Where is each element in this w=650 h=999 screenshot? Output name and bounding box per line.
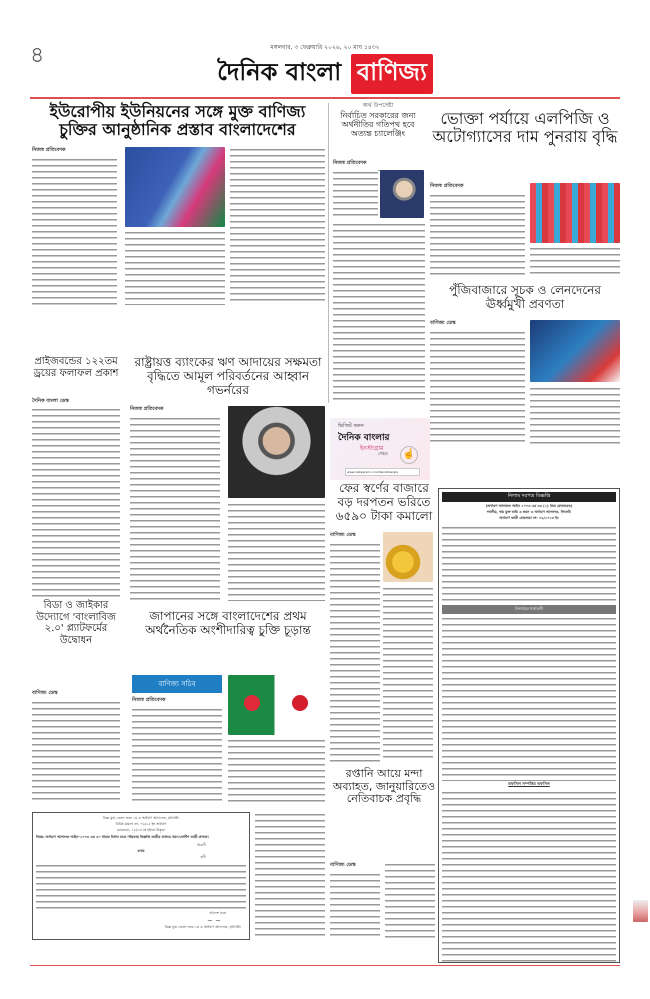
auction-conditions-body [442,616,616,781]
auction-sub1: (অর্থঋণ আদালত আইন ২০০৩ এর ৩৩ (১) ধারা মোতাবেক) [485,504,573,508]
court-sign-label: আদেশ মতে [209,911,226,915]
ad-line3: ইনস্টাগ্রাম [360,445,384,452]
headline-japan: জাপানের সঙ্গে বাংলাদেশের প্রথম অর্থনৈতিক অংশীদারিত্ব চুক্তি চূড়ান্ত [145,609,311,637]
auction-schedule-body [442,790,616,963]
headline-gold: ফের স্বর্ণের বাজারে বড় দরপতন ভরিতে ৬৫৯০ টাকা কমালো [335,481,433,523]
auction-conditions-title: নিলামের শর্তাবলী [442,605,616,614]
top-rule [30,97,620,99]
instagram-ad[interactable] [330,418,430,480]
headline-export: রপ্তানি আয়ে মন্দা অব্যাহত, জানুয়ারিতেও নেতিবাচক প্রবৃদ্ধি [332,767,436,806]
page-number: ৪ [30,43,45,68]
kicker-adviser: অর্থ উপদেষ্টা [362,102,394,109]
auction-sub2: দখলীয়, দায় মুক্ত জমি ও ভবন ও অর্থঋণ আদালত, সিলেট। [486,510,572,514]
article-body-eu-fta [32,157,117,305]
auction-sub3: অর্থঋণ জারী মোকদ্দমা নং- ০৯/২০২৩ ইং [499,516,559,520]
article-body-bank-2 [228,502,325,601]
article-body-adviser [333,170,378,220]
court-plaintiff: বিবাদী [197,843,206,847]
court-line2: বিবিধ মামলা নং- ০৬/২৫ ইং অর্থঋণ [115,822,167,826]
article-body-export-2 [385,862,435,940]
tap-hand-icon: ☝ [400,446,418,464]
adviser-photo [380,170,424,218]
tag-commerce-secretary: বাণিজ্য সচিব [132,675,222,693]
dateline: মঙ্গলবার, ৩ ফেব্রুয়ারি ২০২৬, ২০ মাঘ ১৪৩২ [270,44,380,51]
masthead [0,54,650,94]
headline-bank: রাষ্ট্রায়ত্ত ব্যাংকের ঋণ আদায়ের সক্ষমতা বৃদ্ধিতে আমূল পরিবর্তনের আহ্বান গভর্নরের [134,355,322,397]
court-versus: বনাম [137,849,145,853]
article-body-stock [430,330,525,445]
article-body-gold [330,542,380,762]
governor-photo [228,406,325,498]
article-body-bida [32,700,120,800]
article-body-bank [130,416,220,601]
byline-prizebond: দৈনিক বাংলা ডেস্ক [32,398,120,409]
auction-notice [438,488,620,963]
side-thumbnail [633,900,648,922]
article-body-stock-2 [530,386,620,445]
byline-japan: নিজস্ব প্রতিবেদক [132,697,222,708]
court-sign-office: বিজ্ঞ যুগ্ম জেলা জজ ১ম ও অর্থঋণ আদালত, হবিগঞ্জ। [164,925,241,929]
article-body-japan-3 [255,812,325,940]
article-body-prizebond [32,407,120,597]
article-body-japan [132,707,222,802]
bottom-rule [30,965,620,966]
article-body-lpg [430,193,525,275]
court-defendant: বাদী [200,855,206,859]
headline-lpg: ভোক্তা পর্যায়ে এলপিজি ও অটোগ্যাসের দাম পুনরায় বৃদ্ধি [432,109,618,147]
byline-bida: বাণিজ্য ডেস্ক [32,690,120,701]
byline-eu-fta: নিজস্ব প্রতিবেদক [32,147,117,158]
eu-bangladesh-flags-image [125,147,225,227]
ad-url[interactable]: www.instagram.com/dainikbangla [345,468,420,476]
court-line1: বিজ্ঞ যুগ্ম জেলা জজ ১ম ও অর্থঋণ আদালত, হবিগঞ্জ। [102,816,180,820]
auction-body [442,525,616,605]
court-subject: বিষয়: অর্থঋণ আদালত আইন-২০০৩ এর ৫০ ধারার বিধান মতে পত্রিকায় বিজ্ঞপ্তি জারীর মাধ্যমে সমন/নোটিশ জারী প্রসঙ্গে। [36,835,209,839]
byline-bank: নিজস্ব প্রতিবেদক [130,406,220,417]
headline-bida: বিডা ও জাইকার উদ্যোগে 'বাংলাবিজ ২.০' প্ল্যাটফর্মের উদ্বোধন [36,600,116,646]
article-body-adviser-2 [333,222,425,402]
byline-lpg: নিজস্ব প্রতিবেদক [430,183,525,194]
stock-chart-image [530,320,620,382]
auction-schedule-title: তফসিল সম্পত্তির তফসিল [508,781,550,786]
court-notice [32,812,250,940]
masthead-title: দৈনিক বাংলা [217,58,342,86]
column-divider [328,103,329,403]
byline-gold: বাণিজ্য ডেস্ক [330,532,380,543]
court-body [36,863,246,911]
signature: ~ ~ [207,917,221,925]
article-body-eu-fta-2 [125,230,225,305]
bangladesh-japan-flags-image [228,675,325,735]
ad-line4: পেইজ [378,451,388,456]
court-line3: মোকদ্দমা- ১৫/২৩ নং হইতে উদ্ভূত। [116,828,166,832]
headline-adviser: নির্বাচিত সরকারের জন্য অর্থনীতির গতিপথ হবে অত্যন্ত চ্যালেঞ্জিং [340,111,416,139]
gas-cylinders-photo [530,183,620,243]
ad-line2: দৈনিক বাংলার [338,433,390,443]
byline-adviser: নিজস্ব প্রতিবেদক [333,160,423,171]
article-body-lpg-2 [530,246,620,275]
auction-notice-title: নিলাম দরপত্র বিজ্ঞপ্তি [442,492,616,502]
masthead-section: বাণিজ্য [351,54,433,94]
byline-stock: বাণিজ্য ডেস্ক [430,320,525,331]
gold-jewelry-photo [383,532,433,582]
headline-eu-fta: ইউরোপীয় ইউনিয়নের সঙ্গে মুক্ত বাণিজ্য চুক্তির আনুষ্ঠানিক প্রস্তাব বাংলাদেশের [49,102,306,140]
byline-export: বাণিজ্য ডেস্ক [330,862,380,873]
article-body-eu-fta-3 [230,147,325,305]
article-body-export [330,872,380,940]
headline-prizebond: প্রাইজবন্ডের ১২২তম ড্রয়ের ফলাফল প্রকাশ [33,356,119,379]
article-body-gold-2 [383,586,433,762]
article-body-japan-2 [228,738,325,802]
ad-line1: ভিজিট করুন [338,423,364,429]
headline-stock: পুঁজিবাজারে সূচক ও লেনদেনের ঊর্ধ্বমুখী প্রবণতা [449,283,601,311]
